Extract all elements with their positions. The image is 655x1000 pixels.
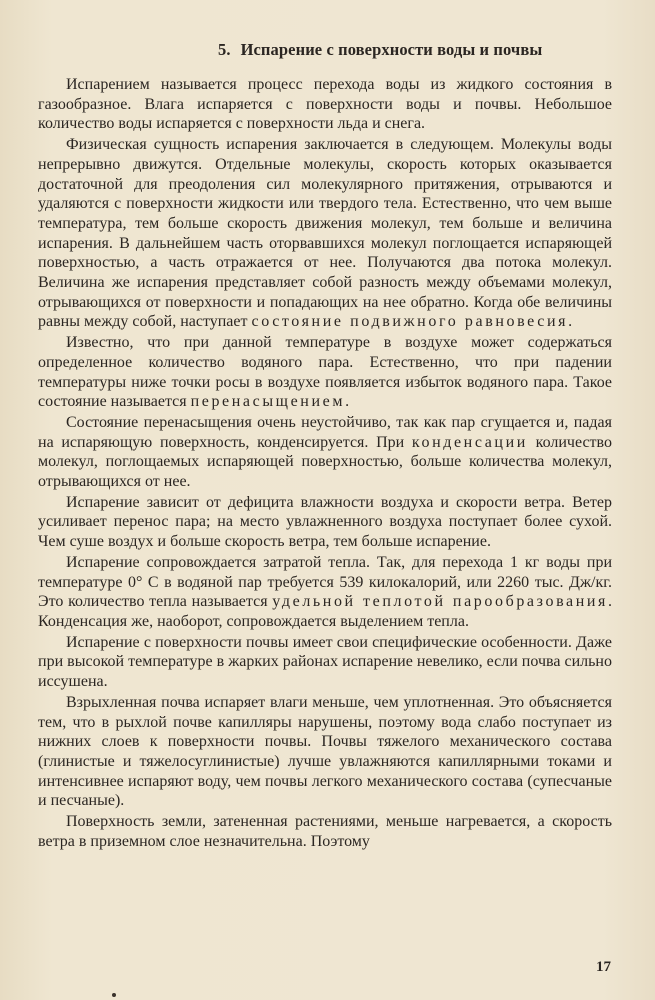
text-run: количество молекул, поглощаемых испаряющей поверхностью, больше количества молекул, отрывающихся от нее.	[38, 433, 612, 491]
spaced-term: удельной теплотой парообразования	[272, 593, 608, 611]
text-run: . Конденсация же, наоборот, сопровождается выделением тепла.	[38, 593, 612, 630]
text-run: Состояние перенасыщения очень неустойчиво, так как пар сгущается и, падая на испаряющую поверхность, конденсируется. При	[38, 413, 612, 451]
body-text	[38, 75, 612, 851]
text-run: .	[345, 393, 350, 411]
text-run: Поверхность земли, затененная растениями, меньше нагревается, а скорость ветра в приземном слое незначительна. Поэтому	[38, 813, 612, 850]
paragraph	[38, 333, 612, 412]
paragraph	[38, 553, 612, 632]
spaced-term: конденсации	[411, 433, 528, 451]
spaced-term: состояние подвижного равновесия	[251, 313, 569, 331]
text-run: Испарением называется процесс перехода воды из жидкого состояния в газообразное. Влага испаряется с поверхности воды и почвы. Небольшое количество воды испаряется с поверхности льда и снега.	[38, 76, 612, 133]
text-run: .	[568, 313, 573, 331]
spaced-term: перенасыщением	[190, 393, 346, 411]
section-number: 5.	[218, 40, 231, 59]
paragraph	[38, 413, 612, 492]
paragraph	[38, 812, 612, 851]
print-speck	[112, 993, 116, 997]
paragraph	[38, 493, 612, 552]
paragraph	[38, 75, 612, 134]
paragraph	[38, 135, 612, 332]
text-run: Испарение сопровождается затратой тепла. Так, для перехода 1 кг воды при температуре 0° С в водяной пар требуется 539 килокалорий, или 2260 тыс. Дж/кг. Это количество тепла называется	[38, 553, 612, 611]
text-run: Известно, что при данной температуре в воздухе может содержаться определенное количество водяного пара. Естественно, что при падении температуры ниже точки росы в воздухе появляется избыток водяного пара. Такое состояние называется	[38, 334, 612, 411]
paragraph	[38, 633, 612, 692]
section-title: Испарение с поверхности воды и почвы	[240, 40, 543, 59]
paragraph	[38, 693, 612, 811]
section-heading	[218, 40, 615, 60]
page-number: 17	[596, 959, 611, 975]
text-run: Испарение зависит от дефицита влажности воздуха и скорости ветра. Ветер усиливает перенос пара; на место увлажненного воздуха поступает более сухой. Чем суше воздух и больше скорость ветра, тем больше испарение.	[38, 493, 612, 551]
text-run: Взрыхленная почва испаряет влаги меньше, чем уплотненная. Это объясняется тем, что в рыхлой почве капилляры нарушены, поэтому вода слабо поступает из нижних слоев к поверхности почвы. Почвы тяжелого механического состава (глинистые и тяжелосуглинистые) лучше увлажняются капиллярными токами и интенсивнее испаряют воду, чем почвы легкого механического состава (супесчаные и песчаные).	[38, 693, 612, 810]
text-run: Испарение с поверхности почвы имеет свои специфические особенности. Даже при высокой температуре в жарких районах испарение невелико, если почва сильно иссушена.	[38, 633, 612, 691]
text-run: Физическая сущность испарения заключается в следующем. Молекулы воды непрерывно движутся. Отдельные молекулы, скорость которых оказывается достаточной для преодоления сил молекулярного притяжения, отрываются и удаляются с поверхности жидкости или твердого тела. Естественно, что чем выше температура, тем больше скорость движения молекул, тем больше и величина испарения. В дальнейшем часть оторвавшихся молекул поглощается испаряющей поверхностью, а часть отражается от нее. Получаются два потока молекул. Величина же испарения представляет собой разность между объемами молекул, отрывающихся от поверхности и попадающих на нее обратно. Когда обе величины равны между собой, наступает	[38, 136, 612, 331]
